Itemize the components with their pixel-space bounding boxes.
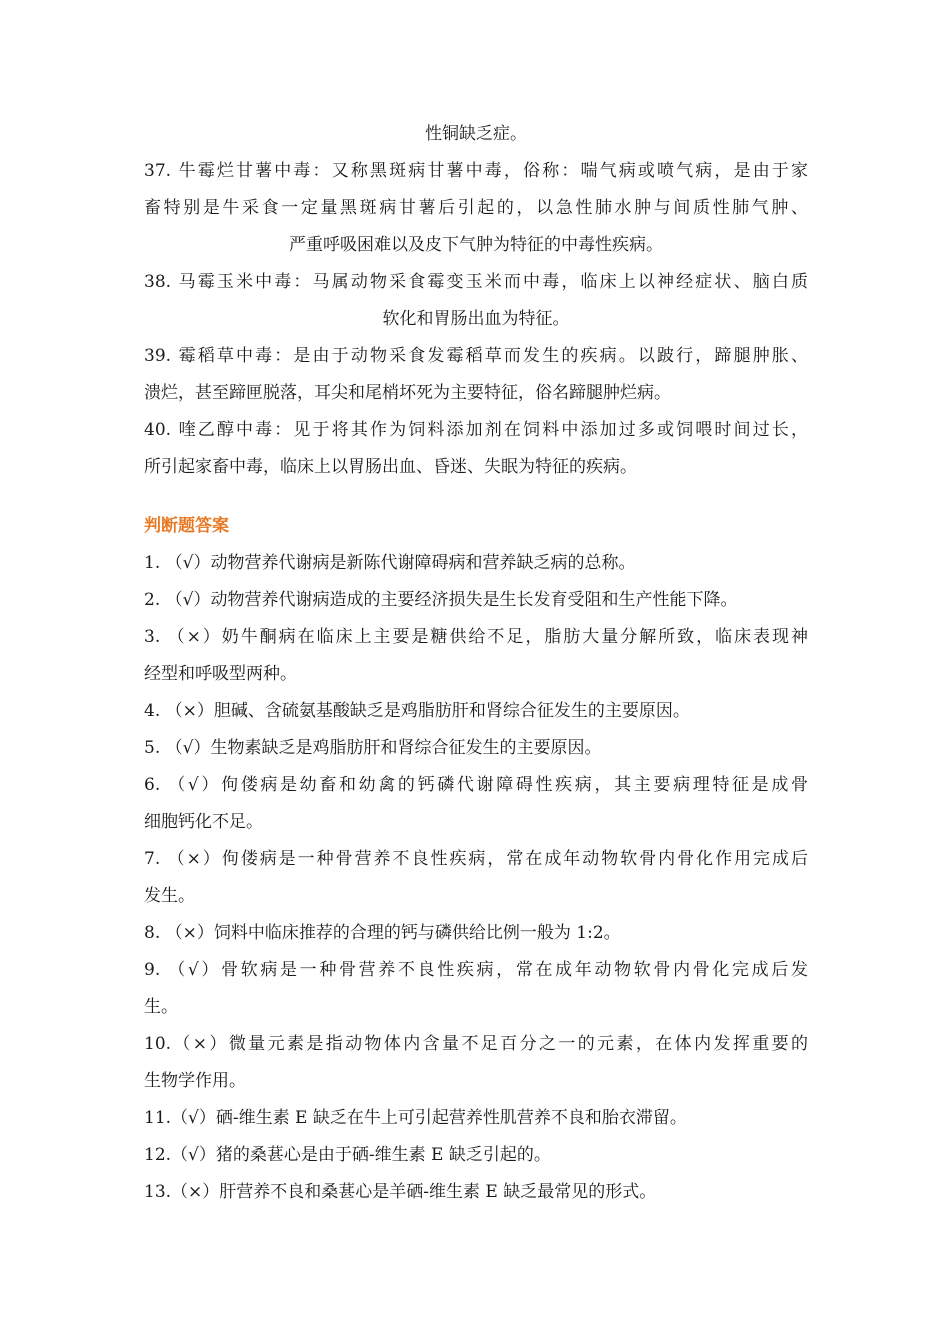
text-line: 所引起家畜中毒，临床上以胃肠出血、昏迷、失眠为特征的疾病。 <box>144 457 637 477</box>
definition-item <box>144 338 808 412</box>
definitions-section <box>144 116 808 486</box>
text-line: 12.（√）猪的桑葚心是由于硒-维生素 E 缺乏引起的。 <box>144 1145 551 1165</box>
text-line: 8. （×）饲料中临床推荐的合理的钙与磷供给比例一般为 1:2。 <box>144 923 621 943</box>
answer-item <box>144 1100 808 1137</box>
answers-section <box>144 545 808 1211</box>
answer-item <box>144 582 808 619</box>
text-line: 9. （√）骨软病是一种骨营养不良性疾病，常在成年动物软骨内骨化完成后发 <box>144 960 808 980</box>
answer-item <box>144 952 808 1026</box>
text-line: 6. （√）佝偻病是幼畜和幼禽的钙磷代谢障碍性疾病，其主要病理特征是成骨 <box>144 775 808 795</box>
definition-item <box>144 116 808 153</box>
text-line: 畜特别是牛采食一定量黑斑病甘薯后引起的，以急性肺水肿与间质性肺气肿、 <box>144 198 808 218</box>
text-line: 细胞钙化不足。 <box>144 812 263 832</box>
answer-item <box>144 730 808 767</box>
text-line: 生物学作用。 <box>144 1071 246 1091</box>
answer-item <box>144 693 808 730</box>
document-page <box>144 116 808 1211</box>
text-line: 40. 喹乙醇中毒：见于将其作为饲料添加剂在饲料中添加过多或饲喂时间过长， <box>144 420 808 440</box>
answer-item <box>144 1174 808 1211</box>
text-line: 5. （√）生物素缺乏是鸡脂肪肝和肾综合征发生的主要原因。 <box>144 738 602 758</box>
definition-item <box>144 153 808 264</box>
answer-item <box>144 1137 808 1174</box>
answer-item <box>144 1026 808 1100</box>
text-line: 1. （√）动物营养代谢病是新陈代谢障碍病和营养缺乏病的总称。 <box>144 553 636 573</box>
text-line: 39. 霉稻草中毒：是由于动物采食发霉稻草而发生的疾病。以跛行，蹄腿肿胀、 <box>144 346 808 366</box>
text-line: 溃烂，甚至蹄匣脱落，耳尖和尾梢坏死为主要特征，俗名蹄腿肿烂病。 <box>144 383 671 403</box>
text-line: 软化和胃肠出血为特征。 <box>382 309 570 329</box>
text-line: 发生。 <box>144 886 195 906</box>
text-line: 生。 <box>144 997 178 1017</box>
definition-item <box>144 264 808 338</box>
text-line: 13.（×）肝营养不良和桑葚心是羊硒-维生素 E 缺乏最常见的形式。 <box>144 1182 657 1202</box>
text-line: 10.（×）微量元素是指动物体内含量不足百分之一的元素，在体内发挥重要的 <box>144 1034 808 1054</box>
text-line: 7. （×）佝偻病是一种骨营养不良性疾病，常在成年动物软骨内骨化作用完成后 <box>144 849 808 869</box>
answers-heading: 判断题答案 <box>144 516 229 536</box>
answer-item <box>144 767 808 841</box>
text-line: 11.（√）硒-维生素 E 缺乏在牛上可引起营养性肌营养不良和胎衣滞留。 <box>144 1108 687 1128</box>
answer-item <box>144 841 808 915</box>
text-line: 38. 马霉玉米中毒：马属动物采食霉变玉米而中毒，临床上以神经症状、脑白质 <box>144 272 808 292</box>
answer-item <box>144 545 808 582</box>
text-line: 经型和呼吸型两种。 <box>144 664 297 684</box>
answer-item <box>144 619 808 693</box>
text-line: 37. 牛霉烂甘薯中毒：又称黑斑病甘薯中毒，俗称：喘气病或喷气病，是由于家 <box>144 161 808 181</box>
text-line: 性铜缺乏症。 <box>425 124 527 144</box>
text-line: 严重呼吸困难以及皮下气肿为特征的中毒性疾病。 <box>289 235 663 255</box>
definition-item <box>144 412 808 486</box>
text-line: 4. （×）胆碱、含硫氨基酸缺乏是鸡脂肪肝和肾综合征发生的主要原因。 <box>144 701 690 721</box>
answer-item <box>144 915 808 952</box>
text-line: 3. （×）奶牛酮病在临床上主要是糖供给不足，脂肪大量分解所致，临床表现神 <box>144 627 808 647</box>
text-line: 2. （√）动物营养代谢病造成的主要经济损失是生长发育受阻和生产性能下降。 <box>144 590 738 610</box>
